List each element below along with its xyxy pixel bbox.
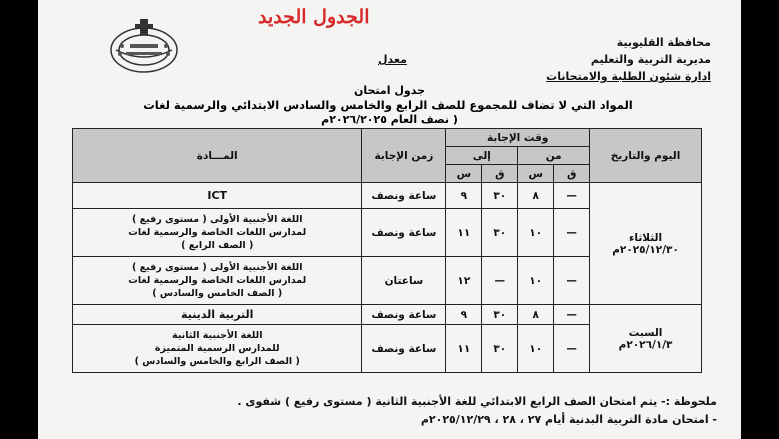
from-hours: ١٠: [518, 257, 554, 305]
from-hours: ١٠: [518, 209, 554, 257]
day-date: ٢٠٢٥/١٢/٣٠م: [612, 243, 679, 256]
to-hours: ٩: [446, 183, 482, 209]
to-minutes: ٣٠: [482, 305, 518, 325]
header-answer-time: وقت الإجابة: [446, 129, 590, 147]
to-minutes: ٣٠: [482, 325, 518, 373]
document-page: [38, 0, 741, 439]
note-pe-exam: - امتحان مادة التربية البدنية أيام ٢٧ ، ٢٨ ، ٢٠٢٥/١٢/٢٩م: [420, 413, 717, 426]
day-cell-tuesday: [590, 183, 702, 305]
to-minutes: ٣٠: [482, 183, 518, 209]
subject: اللغة الأجنبية الأولى ( مستوى رفيع ) لمدارس اللغات الخاصة والرسمية لغات ( الصف الرابع ): [73, 209, 362, 257]
exam-schedule-table: [72, 128, 702, 373]
to-hours: ١١: [446, 325, 482, 373]
header-duration: زمن الإجابة: [362, 129, 446, 183]
department-label: ادارة شئون الطلبة والامتحانات: [546, 70, 711, 83]
duration: ساعتان: [362, 257, 446, 305]
to-hours: ٩: [446, 305, 482, 325]
amended-label: معدل: [378, 53, 407, 66]
ministry-seal-icon: [108, 16, 180, 78]
day-date: ٢٠٢٦/١/٣م: [618, 338, 673, 351]
subject: اللغة الأجنبية الأولى ( مستوى رفيع ) لمدارس اللغات الخاصة والرسمية لغات ( الصف الخامس والسادس ): [73, 257, 362, 305]
from-minutes: —: [554, 183, 590, 209]
header-to-minutes: ق: [482, 165, 518, 183]
day-label: الثلاثاء: [629, 231, 663, 244]
to-minutes: ٣٠: [482, 209, 518, 257]
day-label: السبت: [628, 326, 663, 339]
duration: ساعة ونصف: [362, 325, 446, 373]
from-minutes: —: [554, 257, 590, 305]
from-minutes: —: [554, 305, 590, 325]
governorate-label: محافظة القليوبية: [616, 36, 711, 49]
from-minutes: —: [554, 209, 590, 257]
to-hours: ١٢: [446, 257, 482, 305]
to-hours: ١١: [446, 209, 482, 257]
duration: ساعة ونصف: [362, 183, 446, 209]
header-subject: المـــادة: [73, 129, 362, 183]
exam-term-label: ( نصف العام ٢٠٢٦/٢٠٢٥م: [321, 113, 458, 126]
day-cell-saturday: [590, 305, 702, 373]
exam-schedule-subtitle: المواد التي لا تضاف للمجموع للصف الرابع والخامس والسادس الابتدائي والرسمية لغات: [143, 98, 633, 112]
from-hours: ٨: [518, 305, 554, 325]
directorate-label: مديرية التربية والتعليم: [590, 53, 711, 66]
header-to: إلى: [446, 147, 518, 165]
header-from-minutes: ق: [554, 165, 590, 183]
duration: ساعة ونصف: [362, 305, 446, 325]
subject: التربية الدينية: [73, 305, 362, 325]
header-day-date: اليوم والتاريخ: [590, 129, 702, 183]
header-to-hours: س: [446, 165, 482, 183]
subject: اللغة الأجنبية الثانية للمدارس الرسمية المتميزة ( الصف الرابع والخامس والسادس ): [73, 325, 362, 373]
from-hours: ٨: [518, 183, 554, 209]
duration: ساعة ونصف: [362, 209, 446, 257]
header-from: من: [518, 147, 590, 165]
to-minutes: —: [482, 257, 518, 305]
note-oral-exam: ملحوظة :- يتم امتحان الصف الرابع الابتدائي للغة الأجنبية الثانية ( مستوى رفيع ) شفوى .: [237, 395, 717, 408]
exam-schedule-title: جدول امتحان: [353, 84, 425, 97]
table-row: [73, 305, 702, 325]
from-hours: ١٠: [518, 325, 554, 373]
table-row: [73, 183, 702, 209]
from-minutes: —: [554, 325, 590, 373]
header-from-hours: س: [518, 165, 554, 183]
subject: ICT: [73, 183, 362, 209]
new-schedule-heading: الجدول الجديد: [258, 6, 370, 28]
